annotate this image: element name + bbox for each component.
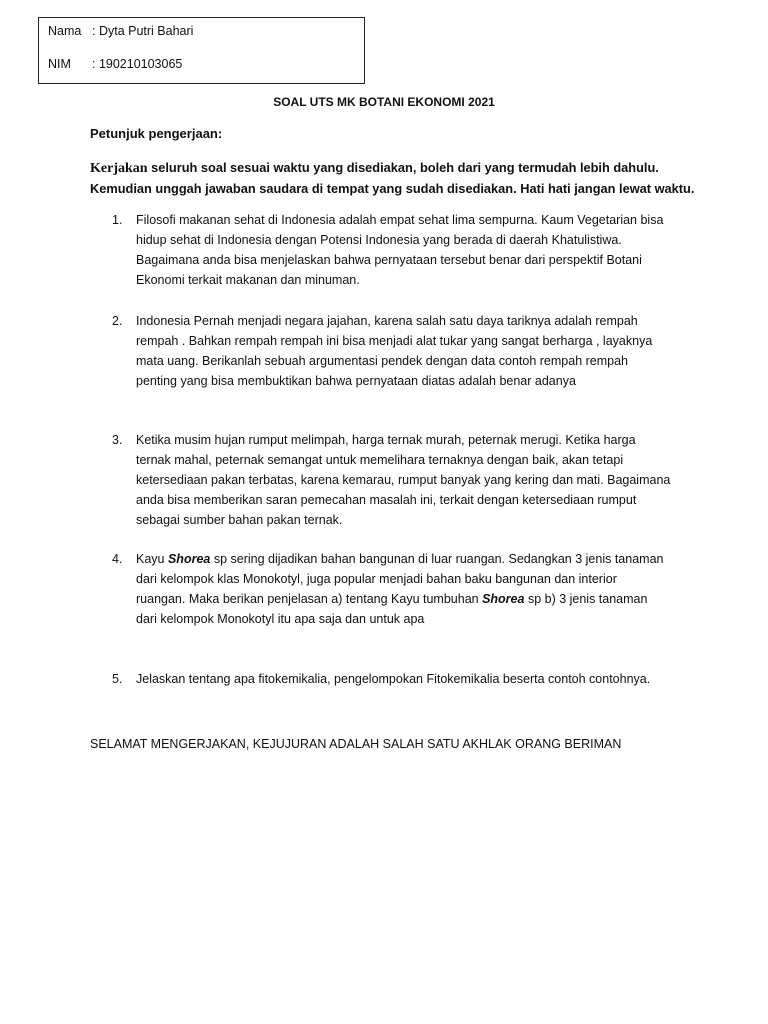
nim-row bbox=[48, 57, 182, 71]
question-line bbox=[136, 589, 682, 609]
question-line: Ekonomi terkait makanan dan minuman. bbox=[136, 273, 360, 287]
nim-value: : 190210103065 bbox=[92, 57, 183, 71]
question-line: ternak mahal, peternak semangat untuk memelihara ternaknya dengan baik, akan tetapi bbox=[136, 453, 624, 467]
question-number: 1. bbox=[112, 213, 123, 227]
instructions-line1: seluruh soal sesuai waktu yang disediakan, boleh dari yang termudah lebih dahulu. bbox=[147, 160, 659, 175]
question-line bbox=[136, 549, 682, 569]
question-3 bbox=[112, 430, 682, 530]
question-2 bbox=[112, 311, 682, 391]
question-line: anda bisa memberikan saran pemecahan masalah ini, terkait dengan ketersediaan rumput bbox=[136, 493, 637, 507]
student-identity-box bbox=[38, 17, 365, 84]
closing-message: SELAMAT MENGERJAKAN, KEJUJURAN ADALAH SALAH SATU AKHLAK ORANG BERIMAN bbox=[90, 737, 622, 751]
question-line: sebagai sumber bahan pakan ternak. bbox=[136, 513, 343, 527]
question-line: Ketika musim hujan rumput melimpah, harga ternak murah, peternak merugi. Ketika harga bbox=[136, 433, 636, 447]
question-line: rempah . Bahkan rempah rempah ini bisa menjadi alat tukar yang sangat berharga , layaknya bbox=[136, 334, 653, 348]
question-line: Bagaimana anda bisa menjelaskan bahwa pernyataan tersebut benar dari perspektif Botani bbox=[136, 253, 642, 267]
nim-label: NIM bbox=[48, 57, 71, 71]
species-name: Shorea bbox=[482, 592, 525, 606]
name-label: Nama bbox=[48, 24, 82, 38]
question-line: hidup sehat di Indonesia dengan Potensi Indonesia yang berada di daerah Khatulistiwa. bbox=[136, 233, 622, 247]
question-1 bbox=[112, 210, 682, 290]
text-segment: sp sering dijadikan bahan bangunan di luar ruangan. Sedangkan 3 jenis tanaman bbox=[210, 552, 664, 566]
species-name: Shorea bbox=[167, 552, 211, 566]
instructions-first-word: Kerjakan bbox=[90, 161, 148, 176]
question-line: dari kelompok Monokotyl itu apa saja dan untuk apa bbox=[136, 612, 425, 626]
question-line: mata uang. Berikanlah sebuah argumentasi pendek dengan data contoh rempah rempah bbox=[136, 354, 629, 368]
question-line: penting yang bisa membuktikan bahwa pernyataan diatas adalah benar adanya bbox=[136, 374, 576, 388]
name-row bbox=[48, 24, 193, 38]
text-segment: ruangan. Maka berikan penjelasan a) tentang Kayu tumbuhan bbox=[136, 592, 483, 606]
exam-title: SOAL UTS MK BOTANI EKONOMI 2021 bbox=[273, 95, 495, 109]
question-line: Indonesia Pernah menjadi negara jajahan, karena salah satu daya tariknya adalah rempah bbox=[136, 314, 638, 328]
question-number: 2. bbox=[112, 314, 123, 328]
question-line: dari kelompok klas Monokotyl, juga popular menjadi bahan baku bangunan dan interior bbox=[136, 572, 617, 586]
instructions-heading: Petunjuk pengerjaan: bbox=[90, 126, 223, 141]
question-5 bbox=[112, 669, 682, 689]
instructions-line2: Kemudian unggah jawaban saudara di tempat yang sudah disediakan. Hati hati jangan lewat waktu. bbox=[90, 181, 695, 196]
instructions-text bbox=[90, 158, 700, 199]
name-value: : Dyta Putri Bahari bbox=[92, 24, 194, 38]
question-number: 3. bbox=[112, 433, 123, 447]
question-line: Filosofi makanan sehat di Indonesia adalah empat sehat lima sempurna. Kaum Vegetarian bisa bbox=[136, 213, 664, 227]
question-line: ketersediaan pakan terbatas, karena kemarau, rumput banyak yang kering dan mati. Bagaimana bbox=[136, 473, 671, 487]
question-line: Jelaskan tentang apa fitokemikalia, pengelompokan Fitokemikalia beserta contoh contohnya. bbox=[136, 672, 651, 686]
question-4 bbox=[112, 549, 682, 629]
text-segment: Kayu bbox=[136, 552, 168, 566]
question-number: 5. bbox=[112, 672, 123, 686]
question-number: 4. bbox=[112, 552, 123, 566]
text-segment: sp b) 3 jenis tanaman bbox=[524, 592, 648, 606]
